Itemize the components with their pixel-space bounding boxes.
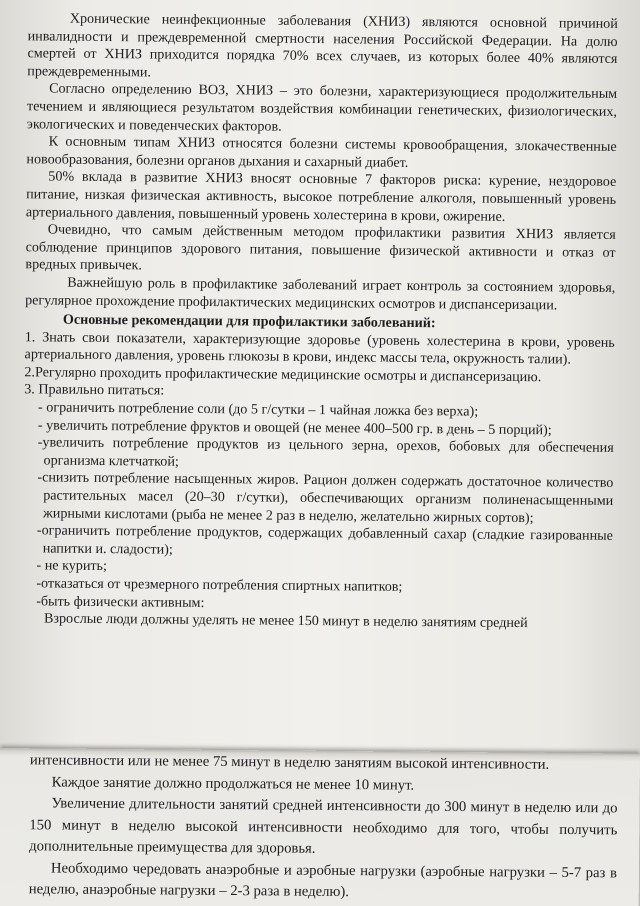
nutrition-salt: - ограничить потребление соли (до 5 г/сутки – 1 чайная ложка без верха); xyxy=(38,399,479,420)
lower-sheet xyxy=(0,748,640,906)
paragraph-prevention-method: Очевидно, что самым действенным методом профилактики развития ХНИЗ является соблюдение принципов здорового питания, повышение физической активности и отказ от вредных привычек. xyxy=(25,221,616,274)
paragraph-increase-duration: Увеличение длительности занятий средней интенсивности до 300 минут в неделю или до 150 минут в неделю высокой интенсивности необходимо для того, чтобы получить дополнительные преимущества для здоровья. xyxy=(29,795,618,857)
item-regular-checkups: 2.Регулярно проходить профилактические медицинские осмотры и диспансеризацию. xyxy=(24,364,542,386)
nutrition-fruits-vegetables: - увеличить потребление фруктов и овощей (не менее 400–500 гр. в день – 5 порций); xyxy=(37,417,552,438)
item-know-indicators: 1. Знать свои показатели, характеризующие здоровье (уровень холестерина в крови, уровень артериального давления, уровень глюкозы в крови, индекс массы тела, окружность талии). xyxy=(24,328,615,368)
paragraph-risk-factors: 50% вклада в развитие ХНИЗ вносят основные 7 факторов риска: курение, нездоровое питание, низкая физическая активность, высокое потребление алкоголя, повышенный уровень артериального давления, повышенный уровень холестерина в крови, ожирение. xyxy=(25,168,617,225)
paragraph-who-definition: Согласно определению ВОЗ, ХНИЗ – это болезни, характеризующиеся продолжительным течением и являющиеся результатом воздействия комбинации генетических, физиологических, экологических и поведенческих факторов. xyxy=(26,80,618,135)
paragraph-session-duration: Каждое занятие должно продолжаться не менее 10 минут. xyxy=(51,773,415,794)
nutrition-added-sugar: -ограничить потребление продуктов, содержащих добавленный сахар (сладкие газированные напитки и. сладости); xyxy=(36,522,613,558)
paragraph-ncd-types: К основным типам ХНИЗ относятся болезни системы кровообращения, злокачественные новообразования, болезни органов дыхания и сахарный диабет. xyxy=(26,133,617,171)
activity-paragraph-start: Взрослые люди должны уделять не менее 150 минут в неделю занятиям средней xyxy=(43,610,528,632)
habit-be-active: -быть физически активным: xyxy=(36,592,205,611)
nutrition-whole-grain: -увеличить потребление продуктов из цельного зерна, орехов, бобовых для обеспечения организма клетчаткой; xyxy=(37,434,614,470)
activity-paragraph-continued: интенсивности или не менее 75 минут в неделю занятиям высокой интенсивности. xyxy=(29,752,550,773)
recommendations-heading: Основные рекомендации для профилактики заболеваний: xyxy=(62,311,436,332)
nutrition-saturated-fats: -снизить потребление насыщенных жиров. Рацион должен содержать достаточное количество растительных масел (20–30 г/сутки), обеспечивающих организм полиненасыщенными жирными кислотами (рыба не менее 2 раз в неделю, желательно жирных сортов); xyxy=(37,469,614,526)
paragraph-ncd-definition: Хронические неинфекционные заболевания (ХНИЗ) являются основной причиной инвалидности и преждевременной смертности населения Российской Федерации. На долю смертей от ХНИЗ приходится порядка 70% всех случаев, из которых более 40% являются преждевременными. xyxy=(27,10,618,81)
paragraph-alternate-loads: Необходимо чередовать анаэробные и аэробные нагрузки (аэробные нагрузки – 5-7 раз в неделю, анаэробные нагрузки – 2-3 раза в неделю). xyxy=(28,859,618,901)
paragraph-health-control: Важнейшую роль в профилактике заболеваний играет контроль за состоянием здоровья, регулярное прохождение профилактических медицинских осмотров и диспансеризации. xyxy=(25,274,616,313)
habit-no-alcohol: -отказаться от чрезмерного потребления спиртных напитков; xyxy=(36,575,403,595)
item-eat-right: 3. Правильно питаться: xyxy=(24,381,165,400)
habit-no-smoking: - не курить; xyxy=(36,557,107,575)
